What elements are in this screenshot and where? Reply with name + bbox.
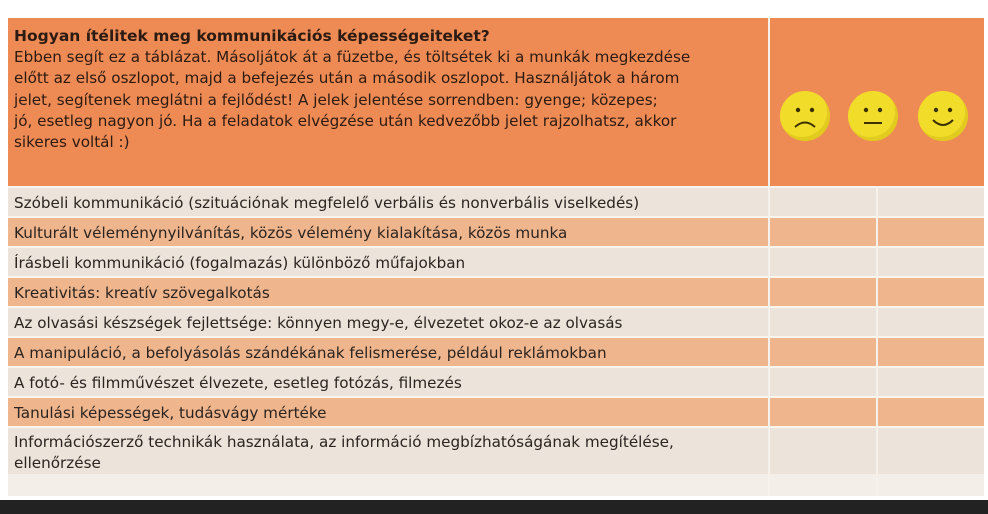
row-label: Az olvasási készségek fejlettsége: könnyen megy-e, élvezetet okoz-e az olvasás <box>14 314 623 332</box>
table-row <box>8 366 984 396</box>
neutral-face-icon <box>848 91 898 141</box>
row-label: A manipuláció, a befolyásolás szándékának felismerése, például reklámokban <box>14 344 607 362</box>
table-row <box>8 306 984 336</box>
bottom-bar <box>0 500 988 514</box>
table-row <box>8 396 984 426</box>
criteria-rows <box>8 186 984 474</box>
column-divider <box>876 186 878 496</box>
table-row <box>8 426 984 474</box>
worksheet-photo <box>8 18 984 496</box>
row-label: Szóbeli kommunikáció (szituációnak megfelelő verbális és nonverbális viselkedés) <box>14 194 640 212</box>
header-line: előtt az első oszlopot, majd a befejezés után a második oszlopot. Használjátok a három <box>14 69 680 88</box>
row-label: Írásbeli kommunikáció (fogalmazás) különböző műfajokban <box>14 254 466 272</box>
table-row <box>8 336 984 366</box>
row-label: Kulturált véleménynyilvánítás, közös vélemény kialakítása, közös munka <box>14 224 568 242</box>
sad-face-icon <box>780 91 830 141</box>
row-label: Információszerző technikák használata, az információ megbízhatóságának megítélése, ellenőrzése <box>14 433 674 472</box>
table-row <box>8 276 984 306</box>
table-row <box>8 246 984 276</box>
table-row <box>8 186 984 216</box>
column-divider <box>768 18 770 496</box>
table-row <box>8 216 984 246</box>
header-line: sikeres voltál :) <box>14 133 130 152</box>
header-line: jelet, segítenek meglátni a fejlődést! A jelek jelentése sorrendben: gyenge; közepes; <box>14 90 658 109</box>
row-label: A fotó- és filmművészet élvezete, esetleg fotózás, filmezés <box>14 374 462 392</box>
header-line: Ebben segít ez a táblázat. Másoljátok át a füzetbe, és töltsétek ki a munkák megkezdése <box>14 48 691 67</box>
table-header <box>8 18 984 186</box>
header-text <box>14 26 769 153</box>
header-title: Hogyan ítélitek meg kommunikációs képességeiteket? <box>14 27 490 45</box>
header-line: jó, esetleg nagyon jó. Ha a feladatok elvégzése után kedvezőbb jelet rajzolhatsz, akkor <box>14 111 677 130</box>
row-label: Tanulási képességek, tudásvágy mértéke <box>14 404 327 422</box>
happy-face-icon <box>918 91 968 141</box>
row-label: Kreativitás: kreatív szövegalkotás <box>14 284 270 302</box>
